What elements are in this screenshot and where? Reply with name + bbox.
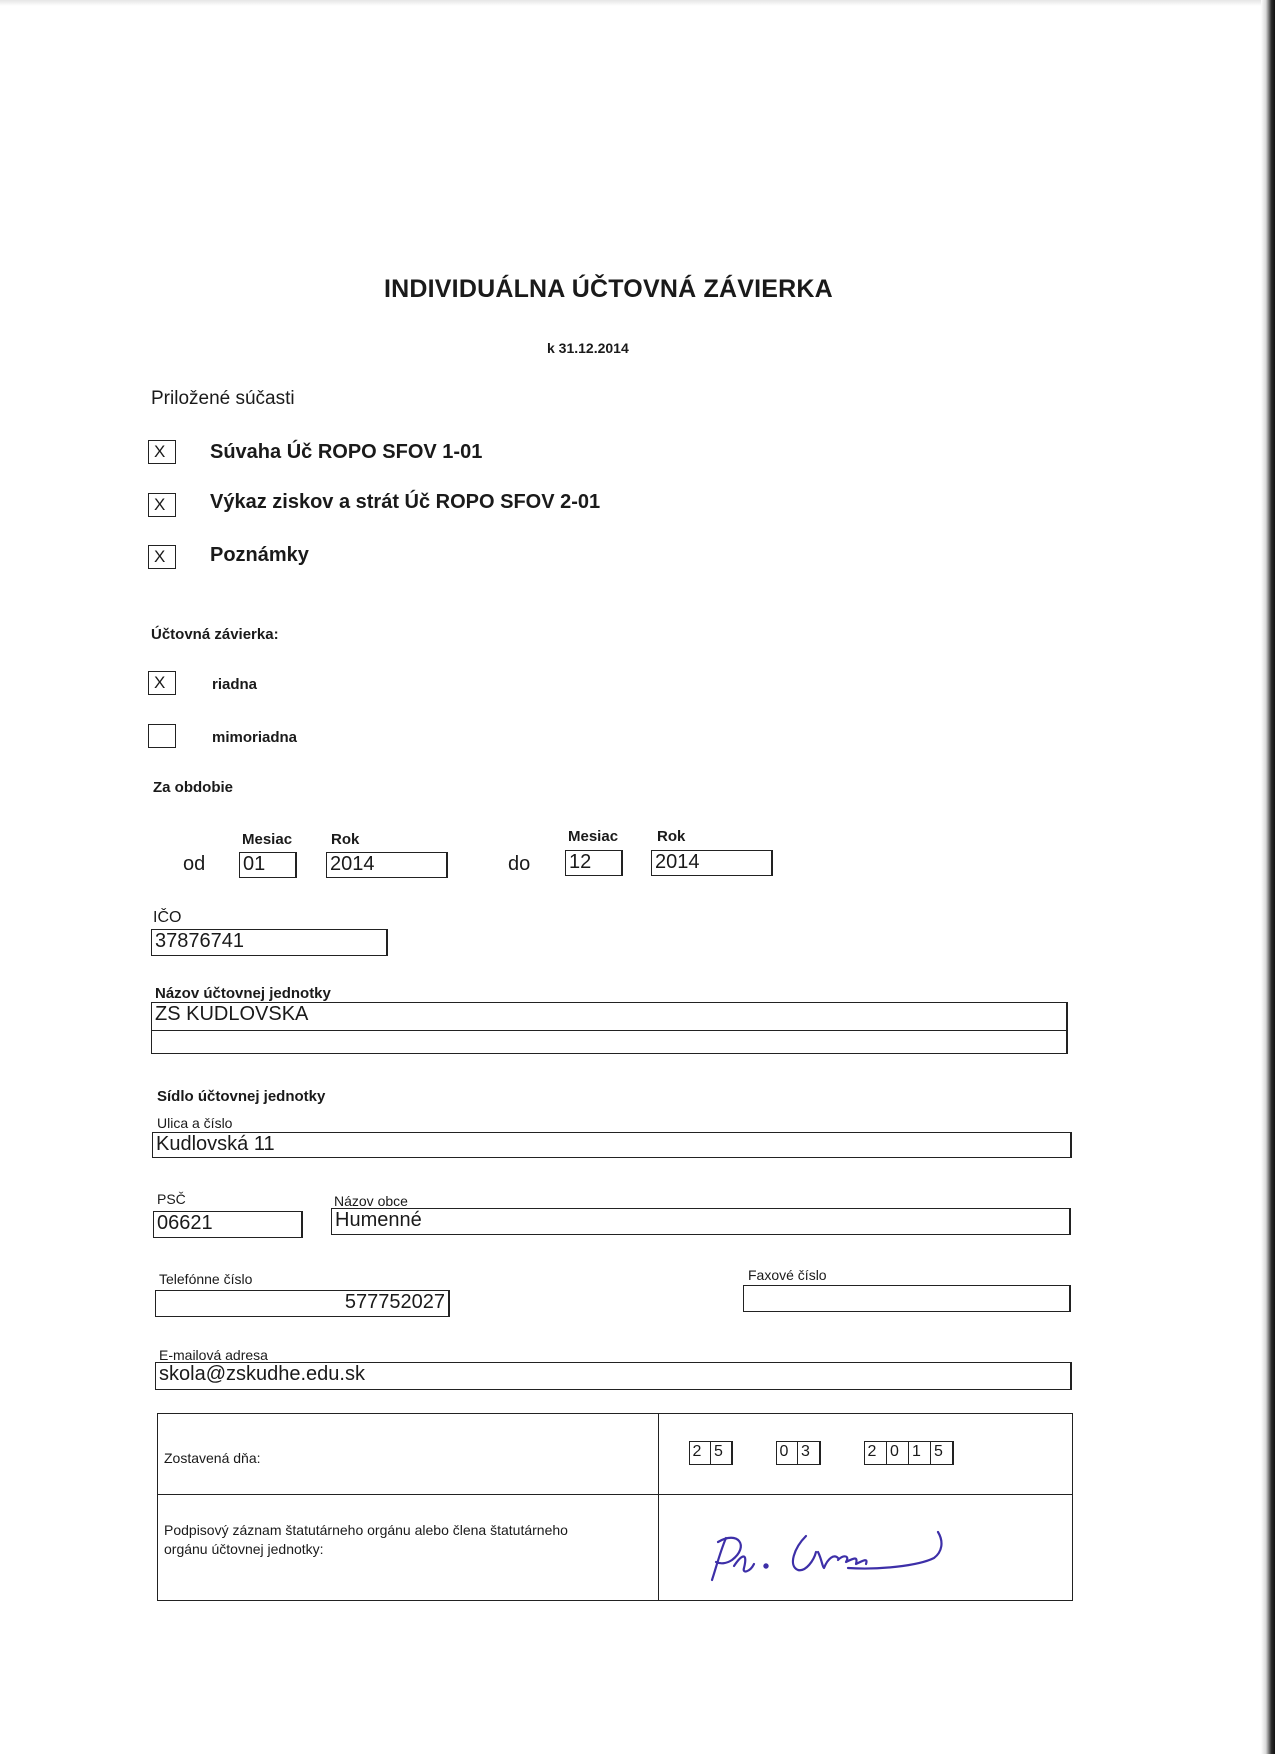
to-month-label: Mesiac xyxy=(568,828,619,845)
to-year-field[interactable]: 2014 xyxy=(651,850,773,876)
street-field[interactable]: Kudlovská 11 xyxy=(152,1132,1072,1158)
checkbox-label-poznamky: Poznámky xyxy=(210,544,309,566)
checkbox-label-vykaz: Výkaz ziskov a strát Úč ROPO SFOV 2-01 xyxy=(210,491,601,513)
from-month-label: Mesiac xyxy=(242,831,293,848)
document-title: INDIVIDUÁLNA ÚČTOVNÁ ZÁVIERKA xyxy=(384,275,833,303)
from-year-field[interactable]: 2014 xyxy=(326,852,448,878)
compiled-year-digit-4[interactable]: 5 xyxy=(930,1441,947,1465)
table-divider-vertical xyxy=(658,1414,659,1600)
attachments-heading: Priložené súčasti xyxy=(151,388,295,409)
compiled-year-digit-2[interactable]: 0 xyxy=(886,1441,903,1465)
email-label: E-mailová adresa xyxy=(159,1347,268,1363)
compiled-month-digit-1[interactable]: 0 xyxy=(776,1441,793,1465)
compiled-day-digit-1[interactable]: 2 xyxy=(689,1441,706,1465)
street-label: Ulica a číslo xyxy=(157,1115,233,1131)
entity-line1-field[interactable]: ZS KUDLOVSKA xyxy=(151,1002,1068,1031)
ico-label: IČO xyxy=(153,909,182,926)
checkbox-suvaha[interactable]: X xyxy=(148,440,176,464)
scan-top-shadow xyxy=(0,0,1261,6)
checkbox-poznamky[interactable]: X xyxy=(148,545,176,569)
to-year-label: Rok xyxy=(657,828,686,845)
table-divider-horizontal xyxy=(158,1494,1072,1495)
signature-label-line2: orgánu účtovnej jednotky: xyxy=(164,1541,324,1557)
phone-field[interactable]: 577752027 xyxy=(155,1290,450,1317)
compiled-year-digit-3[interactable]: 1 xyxy=(908,1441,925,1465)
compiled-month-digit-2[interactable]: 3 xyxy=(797,1441,814,1465)
checkbox-riadna[interactable]: X xyxy=(148,671,176,695)
checkbox-label-mimoriadna: mimoriadna xyxy=(212,729,298,746)
ico-field[interactable]: 37876741 xyxy=(151,929,388,956)
compiled-label: Zostavená dňa: xyxy=(164,1450,261,1466)
to-month-field[interactable]: 12 xyxy=(565,850,623,876)
document-date: k 31.12.2014 xyxy=(547,340,629,356)
from-month-field[interactable]: 01 xyxy=(239,852,297,878)
city-label: Názov obce xyxy=(334,1193,408,1209)
email-field[interactable]: skola@zskudhe.edu.sk xyxy=(155,1362,1072,1390)
checkbox-vykaz[interactable]: X xyxy=(148,493,176,517)
psc-label: PSČ xyxy=(157,1191,186,1207)
compiled-year-group xyxy=(864,1441,954,1465)
compiled-year-digit-1[interactable]: 2 xyxy=(864,1441,881,1465)
checkbox-label-riadna: riadna xyxy=(212,676,258,693)
closing-type-heading: Účtovná závierka: xyxy=(151,626,279,643)
period-heading: Za obdobie xyxy=(153,779,233,796)
entity-label: Názov účtovnej jednotky xyxy=(155,985,331,1002)
psc-field[interactable]: 06621 xyxy=(153,1211,303,1238)
compiled-month-group xyxy=(776,1441,821,1465)
entity-line2-field[interactable] xyxy=(151,1030,1068,1054)
phone-label: Telefónne číslo xyxy=(159,1271,253,1287)
address-heading: Sídlo účtovnej jednotky xyxy=(157,1088,326,1105)
signature-drawing xyxy=(698,1502,978,1592)
compiled-day-group xyxy=(689,1441,733,1465)
fax-label: Faxové číslo xyxy=(748,1267,827,1283)
signature-label-line1: Podpisový záznam štatutárneho orgánu alebo člena štatutárneho xyxy=(164,1522,568,1538)
to-label: do xyxy=(508,853,531,875)
compiled-day-digit-2[interactable]: 5 xyxy=(710,1441,727,1465)
checkbox-mimoriadna[interactable] xyxy=(148,724,176,748)
fax-field[interactable] xyxy=(743,1285,1071,1312)
city-field[interactable]: Humenné xyxy=(331,1208,1071,1235)
checkbox-label-suvaha: Súvaha Úč ROPO SFOV 1-01 xyxy=(210,441,483,463)
from-year-label: Rok xyxy=(331,831,360,848)
from-label: od xyxy=(183,853,206,875)
scan-edge xyxy=(1261,0,1275,1754)
